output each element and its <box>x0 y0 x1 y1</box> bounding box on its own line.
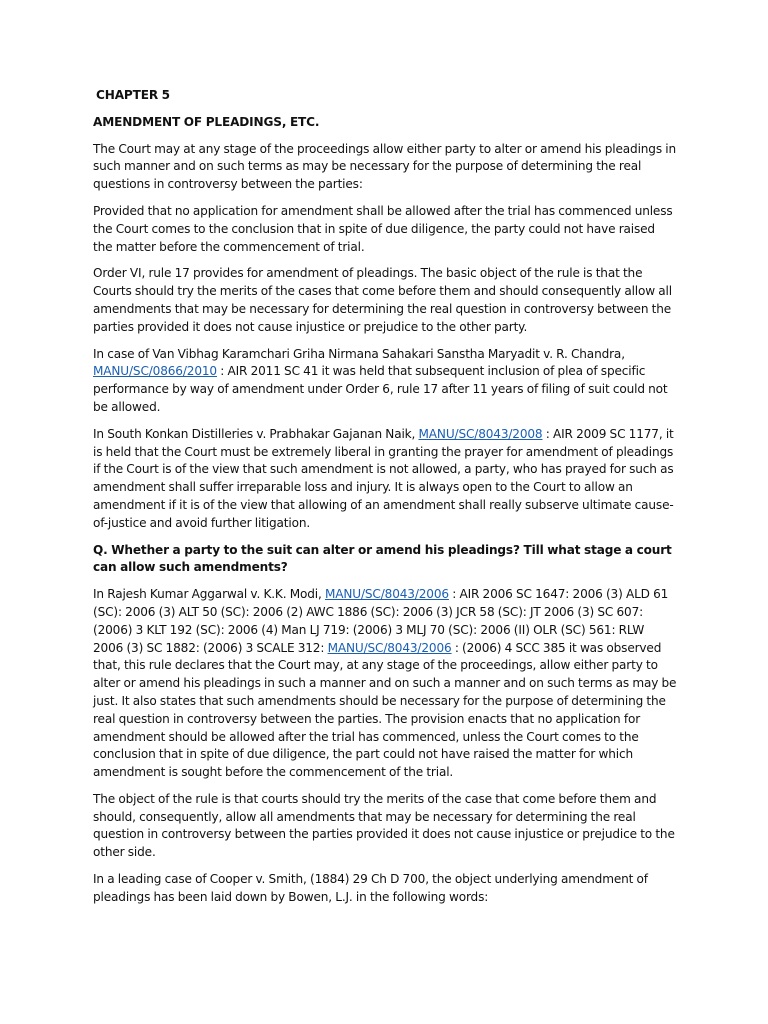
text-segment: : (2006) 4 SCC 385 it was observed that, this rule declares that the Court may, at any stage of the proceedings, allow either party to alter or amend his pleadings in such a manner and on such a manner and on such terms as may be just. It also states that such amendments should be necessary for the purpose of determining the real question in controversy between the parties. The provision enacts that no application for amendment should be allowed after the trial has commenced, unless the Court comes to the conclusion that in spite of due diligence, the part could not have raised the matter for which amendment is sought before the commencement of the trial. <box>93 640 677 780</box>
paragraph-van-vibhag <box>93 346 677 417</box>
paragraph-rule-text: The Court may at any stage of the proceedings allow either party to alter or amend his pleadings in such manner and on such terms as may be necessary for the purpose of determining the real questions in controversy between the parties: <box>93 141 676 192</box>
citation-link[interactable]: MANU/SC/0866/2010 <box>93 364 217 379</box>
chapter-title: CHAPTER 5 <box>96 88 170 102</box>
text-segment: In Rajesh Kumar Aggarwal v. K.K. Modi, <box>93 587 325 602</box>
paragraph-cooper-smith: In a leading case of Cooper v. Smith, (1884) 29 Ch D 700, the object underlying amendment of pleadings has been laid down by Bowen, L.J. in the following words: <box>93 872 648 904</box>
question-heading: Q. Whether a party to the suit can alter or amend his pleadings? Till what stage a court can allow such amendments? <box>93 542 672 575</box>
text-segment: : AIR 2006 SC 1647: 2006 (3) ALD 61 (SC): 2006 (3) ALT 50 (SC): 2006 (2) AWC 1886 (SC): 2006 (3) JCR 58 (SC): JT 2006 (3) SC 607: (2006) 3 KLT 192 (SC): 2006 (4) Man LJ 719: (2006) 3 MLJ 70 (SC): 2006 (II) OLR (SC) 561: RLW 2006 (3) SC 1882: (2006) 3 SCALE 312: <box>93 587 669 655</box>
paragraph-south-konkan <box>93 426 677 533</box>
citation-link[interactable]: MANU/SC/8043/2006 <box>327 640 452 655</box>
text-segment: : AIR 2009 SC 1177, it is held that the Court must be extremely liberal in granting the prayer for amendment of pleadings if the Court is of the view that such amendment is not allowed, a party, who has prayed for such as amendment shall suffer irreparable loss and injury. It is always open to the Court to allow an amendment if it is of the view that allowing of an amendment shall really subserve ultimate cause-of-justice and avoid further litigation. <box>93 426 674 530</box>
text-segment: : AIR 2011 SC 41 it was held that subsequent inclusion of plea of specific performance by way of amendment under Order 6, rule 17 after 11 years of filing of suit could not be allowed. <box>93 364 668 414</box>
paragraph-order-vi: Order VI, rule 17 provides for amendment of pleadings. The basic object of the rule is that the Courts should try the merits of the cases that come before them and should consequently allow all amendments that may be necessary for determining the real question in controversy between the parties provided it does not cause injustice or prejudice to the other party. <box>93 266 672 334</box>
text-segment: In South Konkan Distilleries v. Prabhakar Gajanan Naik, <box>93 426 419 441</box>
text-segment: In case of Van Vibhag Karamchari Griha Nirmana Sahakari Sanstha Maryadit v. R. Chandra, <box>93 346 625 361</box>
document-page <box>93 87 677 916</box>
paragraph-object-of-rule: The object of the rule is that courts should try the merits of the case that come before them and should, consequently, allow all amendments that may be necessary for determining the real question in controversy between the parties provided it does not cause injustice or prejudice to the other side. <box>93 791 675 860</box>
section-heading: AMENDMENT OF PLEADINGS, ETC. <box>93 114 320 129</box>
citation-link[interactable]: MANU/SC/8043/2006 <box>324 587 449 602</box>
paragraph-proviso: Provided that no application for amendment shall be allowed after the trial has commenced unless the Court comes to the conclusion that in spite of due diligence, the party could not have raised the matter before the commencement of trial. <box>93 203 673 254</box>
citation-link[interactable]: MANU/SC/8043/2008 <box>418 426 543 441</box>
paragraph-rajesh-kumar <box>93 586 677 782</box>
